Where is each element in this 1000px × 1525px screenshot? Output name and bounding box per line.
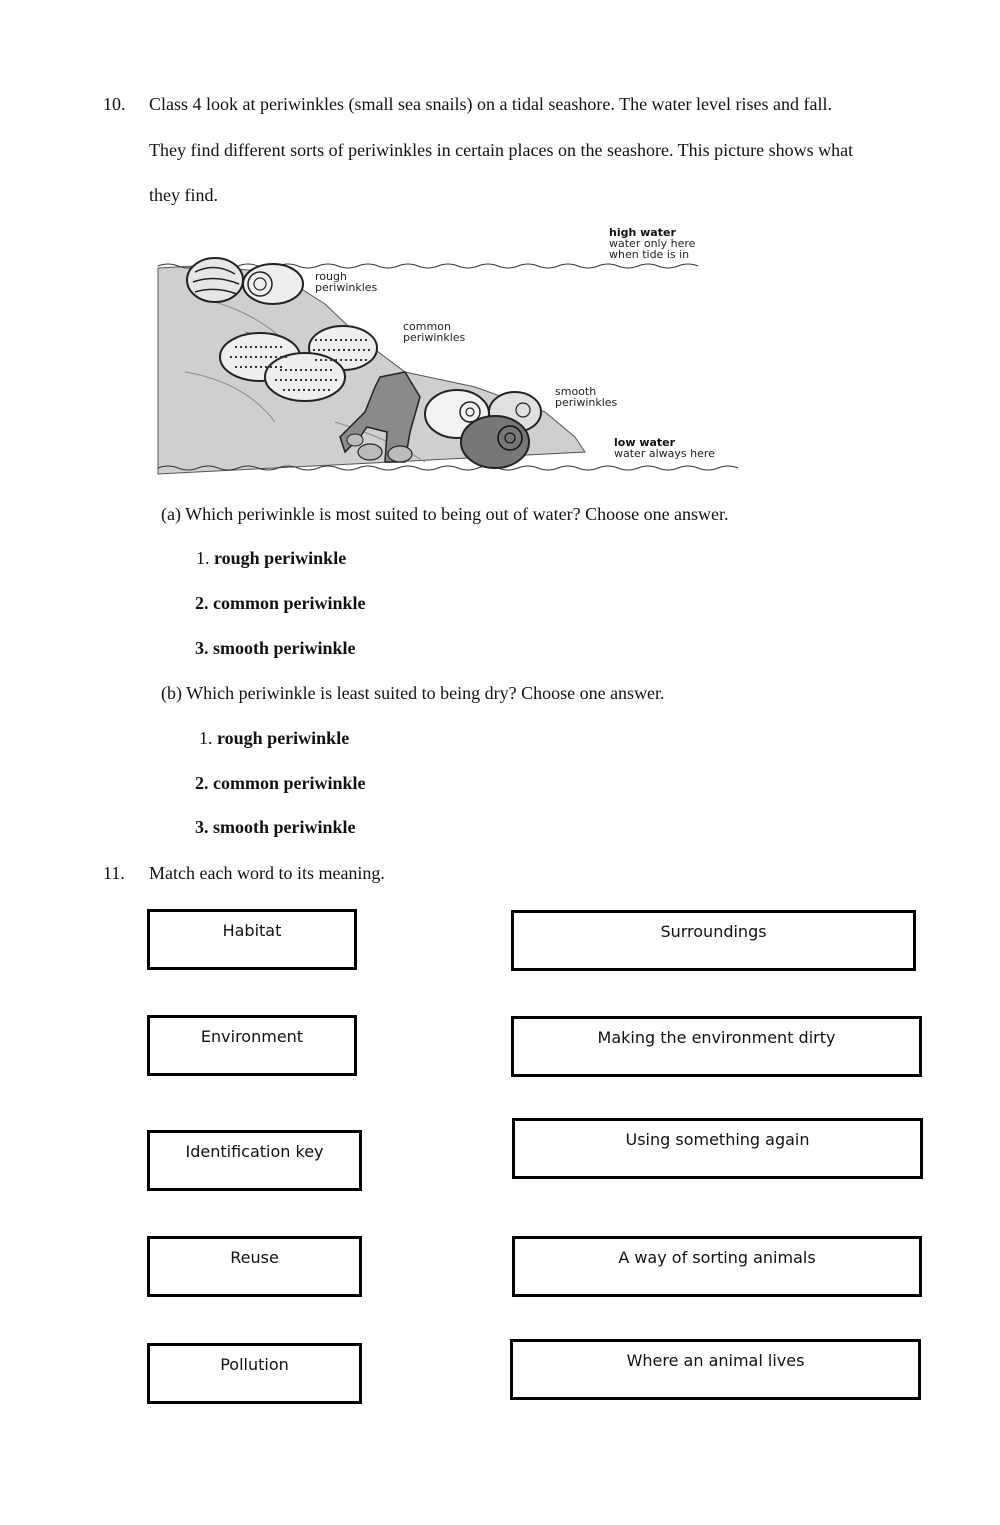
word-label: Habitat xyxy=(222,921,282,940)
question-10-line-1: Class 4 look at periwinkles (small sea snails) on a tidal seashore. The water level rises and fall. xyxy=(149,94,832,114)
question-10a-option-1[interactable] xyxy=(196,549,346,567)
option-number: 1. xyxy=(199,728,217,748)
word-box-identification-key[interactable] xyxy=(147,1130,362,1191)
meaning-box-way-of-sorting-animals[interactable] xyxy=(512,1236,922,1297)
option-label: common periwinkle xyxy=(213,593,366,613)
question-10b-option-1[interactable] xyxy=(199,729,349,747)
option-number: 2. xyxy=(195,773,213,793)
meaning-label: Where an animal lives xyxy=(626,1351,805,1370)
question-10-number: 10. xyxy=(103,94,126,114)
question-11-number: 11. xyxy=(103,863,125,883)
word-label: Identification key xyxy=(185,1142,324,1161)
question-10b-text: (b) Which periwinkle is least suited to being dry? Choose one answer. xyxy=(161,683,665,703)
word-label: Reuse xyxy=(230,1248,279,1267)
smooth-label-line-2: periwinkles xyxy=(555,396,618,409)
question-11-prompt: Match each word to its meaning. xyxy=(149,863,385,883)
common-label-line-2: periwinkles xyxy=(403,331,466,344)
word-box-pollution[interactable] xyxy=(147,1343,362,1404)
low-water-title: low water xyxy=(614,436,676,449)
option-label: smooth periwinkle xyxy=(213,817,356,837)
word-label: Environment xyxy=(200,1027,304,1046)
word-box-reuse[interactable] xyxy=(147,1236,362,1297)
periwinkle-seashore-diagram xyxy=(155,222,745,480)
high-water-line-1: water only here xyxy=(609,237,696,250)
option-label: common periwinkle xyxy=(213,773,366,793)
meaning-box-surroundings[interactable] xyxy=(511,910,916,971)
high-water-title: high water xyxy=(609,226,676,239)
meaning-box-using-something-again[interactable] xyxy=(512,1118,923,1179)
smooth-label-line-1: smooth xyxy=(555,385,597,398)
word-box-habitat[interactable] xyxy=(147,909,357,970)
option-label: rough periwinkle xyxy=(217,728,350,748)
meaning-label: A way of sorting animals xyxy=(618,1248,816,1267)
option-number: 3. xyxy=(195,638,213,658)
question-10-line-2: They find different sorts of periwinkles in certain places on the seashore. This picture shows what xyxy=(149,140,854,160)
rough-label-line-1: rough xyxy=(315,270,347,283)
question-10b-option-2[interactable] xyxy=(195,774,366,792)
option-number: 2. xyxy=(195,593,213,613)
option-number: 1. xyxy=(196,548,214,568)
word-label: Pollution xyxy=(220,1355,289,1374)
common-label-line-1: common xyxy=(403,320,451,333)
question-10a-option-2[interactable] xyxy=(195,594,366,612)
option-number: 3. xyxy=(195,817,213,837)
option-label: smooth periwinkle xyxy=(213,638,356,658)
meaning-label: Using something again xyxy=(625,1130,810,1149)
question-10-line-3: they find. xyxy=(149,185,218,205)
rough-label-line-2: periwinkles xyxy=(315,281,378,294)
word-box-environment[interactable] xyxy=(147,1015,357,1076)
high-water-line-2: when tide is in xyxy=(609,248,690,261)
meaning-box-making-environment-dirty[interactable] xyxy=(511,1016,922,1077)
meaning-label: Surroundings xyxy=(660,922,767,941)
question-10a-option-3[interactable] xyxy=(195,639,356,657)
low-water-line-1: water always here xyxy=(614,447,715,460)
question-10b-option-3[interactable] xyxy=(195,818,356,836)
question-10a-text: (a) Which periwinkle is most suited to being out of water? Choose one answer. xyxy=(161,504,729,524)
meaning-box-where-animal-lives[interactable] xyxy=(510,1339,921,1400)
meaning-label: Making the environment dirty xyxy=(597,1028,836,1047)
option-label: rough periwinkle xyxy=(214,548,347,568)
